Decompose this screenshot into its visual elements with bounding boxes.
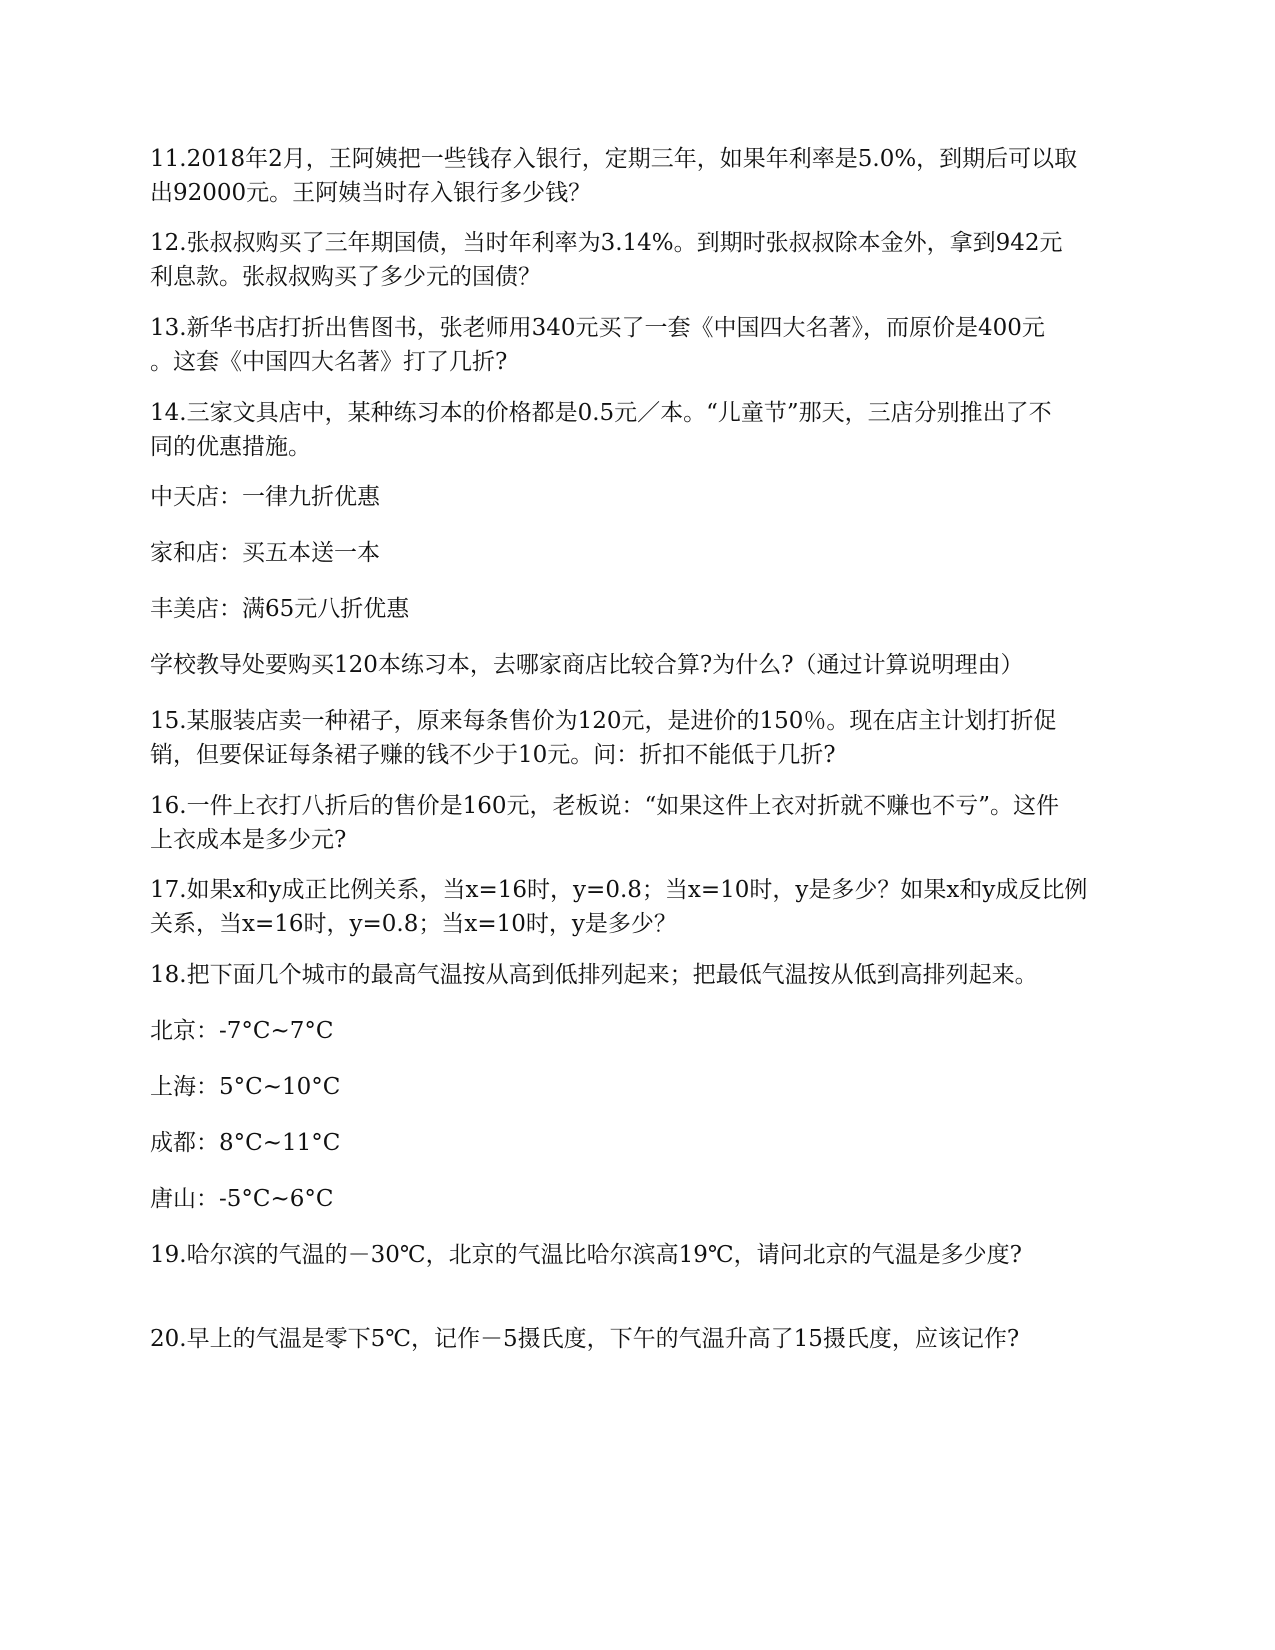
problem-18-city-2: 上海：5°C~10°C xyxy=(150,1074,341,1100)
problem-17 xyxy=(150,873,1125,941)
problem-15-line-2: 销，但要保证每条裙子赚的钱不少于10元。问：折扣不能低于几折? xyxy=(150,742,836,768)
problem-14 xyxy=(150,396,1125,464)
problem-13-line-1: 13.新华书店打折出售图书，张老师用340元买了一套《中国四大名著》，而原价是400元 xyxy=(150,315,1045,341)
problem-16-line-2: 上衣成本是多少元? xyxy=(150,827,347,853)
problem-14-line-1: 14.三家文具店中，某种练习本的价格都是0.5元／本。“儿童节”那天，三店分别推出了不 xyxy=(150,400,1052,426)
problem-17-line-1: 17.如果x和y成正比例关系，当x=16时，y=0.8；当x=10时，y是多少？如果x和y成反比例 xyxy=(150,877,1088,903)
problem-16 xyxy=(150,789,1125,857)
problem-18: 18.把下面几个城市的最高气温按从高到低排列起来；把最低气温按从低到高排列起来。 xyxy=(150,962,1038,988)
problem-12-line-2: 利息款。张叔叔购买了多少元的国债？ xyxy=(150,264,541,290)
problem-11-line-1: 11.2018年2月，王阿姨把一些钱存入银行，定期三年，如果年利率是5.0%，到期后可以取 xyxy=(150,146,1078,172)
problem-11-line-2: 出92000元。王阿姨当时存入银行多少钱？ xyxy=(150,180,592,206)
problem-14-store-1: 中天店：一律九折优惠 xyxy=(150,484,380,510)
problem-16-line-1: 16.一件上衣打八折后的售价是160元，老板说：“如果这件上衣对折就不赚也不亏”。这件 xyxy=(150,793,1059,819)
problem-12-line-1: 12.张叔叔购买了三年期国债，当时年利率为3.14%。到期时张叔叔除本金外，拿到942元 xyxy=(150,230,1063,256)
problem-14-store-3: 丰美店：满65元八折优惠 xyxy=(150,596,410,622)
problem-13-line-2: 。这套《中国四大名著》打了几折? xyxy=(150,349,508,375)
problem-20: 20.早上的气温是零下5℃，记作－5摄氏度，下午的气温升高了15摄氏度，应该记作? xyxy=(150,1326,1020,1352)
problem-12 xyxy=(150,226,1125,294)
problem-17-line-2: 关系，当x=16时，y=0.8；当x=10时，y是多少？ xyxy=(150,911,677,937)
problem-15 xyxy=(150,704,1125,772)
problem-14-line-2: 同的优惠措施。 xyxy=(150,434,311,460)
problem-19: 19.哈尔滨的气温的－30℃，北京的气温比哈尔滨高19℃，请问北京的气温是多少度? xyxy=(150,1242,1022,1268)
problem-11 xyxy=(150,142,1125,210)
problem-18-city-3: 成都：8°C~11°C xyxy=(150,1130,341,1156)
problem-18-city-1: 北京：-7°C~7°C xyxy=(150,1018,334,1044)
problem-14-question: 学校教导处要购买120本练习本，去哪家商店比较合算?为什么?（通过计算说明理由） xyxy=(150,652,1024,678)
problem-15-line-1: 15.某服装店卖一种裙子，原来每条售价为120元，是进价的150％。现在店主计划打折促 xyxy=(150,708,1057,734)
problem-14-store-2: 家和店：买五本送一本 xyxy=(150,540,380,566)
problem-18-city-4: 唐山：-5°C~6°C xyxy=(150,1186,334,1212)
problem-13 xyxy=(150,311,1125,379)
